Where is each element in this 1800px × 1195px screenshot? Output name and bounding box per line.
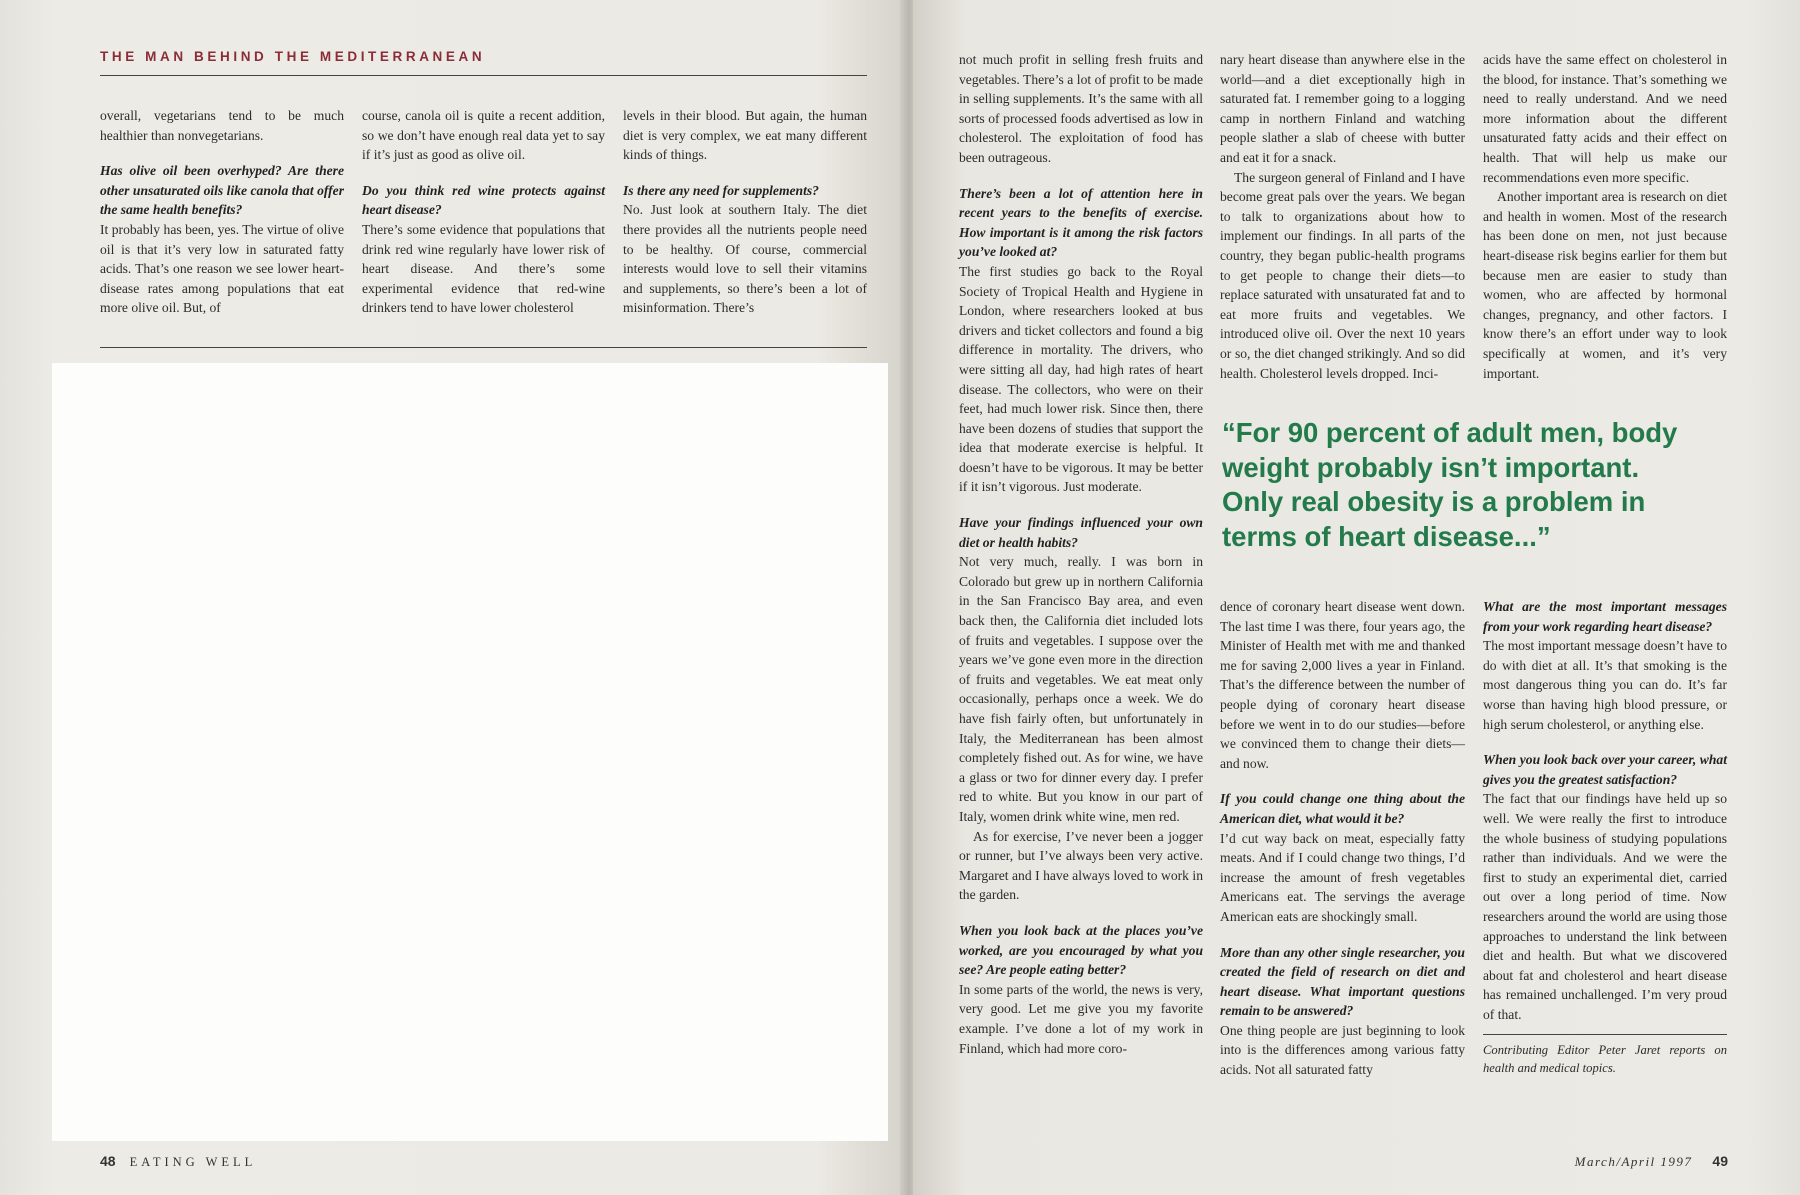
question: More than any other single researcher, you created the field of research on diet and heart disease. What important questions remain to be answered? bbox=[1220, 944, 1465, 1019]
left-column-2 bbox=[362, 106, 605, 318]
page-number-left: 48 bbox=[100, 1153, 116, 1169]
paragraph: I’d cut way back on meat, especially fatty meats. And if I could change two things, I’d increase the amount of fresh vegetables Americans eat. The servings the average American eats are shockingly small. bbox=[1220, 830, 1465, 924]
paragraph: No. Just look at southern Italy. The diet there provides all the nutrients people need to be healthy. Of course, commercial interests would love to sell their vitamins and supplements, so there’s been a lot of misinformation. There’s bbox=[623, 202, 867, 316]
right-column-1 bbox=[959, 50, 1203, 1058]
paragraph: dence of coronary heart disease went down. The last time I was there, four years ago, the Minister of Health met with me and thanked me for saving 2,000 lives a year in Finland. That’s the difference between the number of people dying of coronary heart disease before we went in to do our studies—before we convinced them to change their diets—and now. bbox=[1220, 599, 1465, 771]
paragraph: nary heart disease than anywhere else in the world—and a diet exceptionally high in saturated fat. I remember going to a logging camp in northern Finland and watching people slather a slab of cheese with butter and eat it for a snack. bbox=[1220, 52, 1465, 165]
paragraph: There’s some evidence that populations that drink red wine regularly have lower risk of heart disease. And there’s some experimental evidence that red-wine drinkers tend to have lower cholesterol bbox=[362, 221, 605, 316]
right-column-2-top bbox=[1220, 50, 1465, 383]
paragraph: acids have the same effect on cholesterol in the blood, for instance. That’s something we need to really understand. And we need more information about the different unsaturated fatty acids and their effect on health. That will help us make our recommendations even more specific. bbox=[1483, 52, 1727, 185]
question: There’s been a lot of attention here in recent years to the benefits of exercise. How important is it among the risk factors you’ve looked at? bbox=[959, 185, 1203, 260]
issue-date: March/April 1997 bbox=[1574, 1154, 1693, 1169]
question: When you look back at the places you’ve worked, are you encouraged by what you see? Are people eating better? bbox=[959, 922, 1203, 978]
paragraph: Not very much, really. I was born in Colorado but grew up in northern California in the San Francisco Bay area, and even back then, the California diet included lots of fruits and vegetables. I suppose over the years we’ve gone even more in the direction of fruits and vegetables. We eat meat only occasionally, perhaps once a week. We do have fish fairly often, but unfortunately in Italy, the Mediterranean has been almost completely fished out. As for wine, we have a glass or two for dinner every day. I prefer red to white. But you know in our part of Italy, women drink white wine, men red. bbox=[959, 554, 1203, 824]
question: If you could change one thing about the American diet, what would it be? bbox=[1220, 791, 1465, 826]
question: Is there any need for supplements? bbox=[623, 182, 819, 198]
right-column-3-bottom bbox=[1483, 597, 1727, 1077]
blank-image-area bbox=[52, 363, 888, 1141]
page-number-right: 49 bbox=[1712, 1153, 1728, 1169]
question: When you look back over your career, what gives you the greatest satisfaction? bbox=[1483, 752, 1727, 787]
magazine-name: EATING WELL bbox=[129, 1155, 257, 1169]
left-column-3 bbox=[623, 106, 867, 318]
header-rule bbox=[100, 75, 867, 76]
folio-left bbox=[100, 1153, 256, 1170]
credit-rule bbox=[1483, 1034, 1727, 1035]
right-column-3-bottom-text bbox=[1483, 597, 1727, 1024]
question: Has olive oil been overhyped? Are there other unsaturated oils like canola that offer the same health benefits? bbox=[100, 163, 344, 218]
question: Do you think red wine protects against heart disease? bbox=[362, 182, 605, 218]
right-column-3-top bbox=[1483, 50, 1727, 383]
question: Have your findings influenced your own diet or health habits? bbox=[959, 515, 1203, 550]
paragraph: It probably has been, yes. The virtue of olive oil is that it’s very low in saturated fatty acids. That’s one reason we see lower heart-disease rates among populations that eat more olive oil. But, of bbox=[100, 221, 344, 316]
running-head: THE MAN BEHIND THE MEDITERRANEAN bbox=[100, 49, 486, 64]
paragraph: levels in their blood. But again, the human diet is very complex, we eat many different kinds of things. bbox=[623, 108, 867, 163]
pull-quote: “For 90 percent of adult men, body weight probably isn’t important. Only real obesity is a problem in terms of heart disease...” bbox=[1222, 417, 1678, 552]
paragraph: The first studies go back to the Royal Society of Tropical Health and Hygiene in London, where researchers looked at bus drivers and ticket collectors and found a big difference in mortality. The drivers, who were sitting all day, had high rates of heart disease. The collectors, who were on their feet, had much lower risk. Since then, there have been dozens of studies that support the idea that moderate exercise is helpful. It doesn’t have to be vigorous. It may be better if it isn’t vigorous. Just moderate. bbox=[959, 263, 1203, 495]
question: What are the most important messages from your work regarding heart disease? bbox=[1483, 599, 1727, 634]
paragraph: overall, vegetarians tend to be much healthier than nonvegetarians. bbox=[100, 108, 344, 143]
paragraph: In some parts of the world, the news is very, very good. Let me give you my favorite example. I’ve done a lot of my work in Finland, which had more coro- bbox=[959, 981, 1203, 1056]
section-rule bbox=[100, 347, 867, 348]
paragraph: The fact that our findings have held up so well. We were really the first to introduce the whole business of studying populations rather than individuals. And we were the first to study an experimental diet, carried out over a long period of time. Now researchers around the world are using those approaches to understand the link between diet and health. But what we discovered about fat and cholesterol and heart disease has remained unchallenged. I’m very proud of that. bbox=[1483, 791, 1727, 1022]
paragraph: course, canola oil is quite a recent addition, so we don’t have enough real data yet to say if it’s just as good as olive oil. bbox=[362, 108, 605, 163]
right-column-2-bottom bbox=[1220, 597, 1465, 1080]
contributor-credit: Contributing Editor Peter Jaret reports on health and medical topics. bbox=[1483, 1043, 1727, 1076]
left-column-1 bbox=[100, 106, 344, 318]
paragraph: One thing people are just beginning to look into is the differences among various fatty acids. Not all saturated fatty bbox=[1220, 1022, 1465, 1078]
paragraph: The most important message doesn’t have to do with diet at all. It’s that smoking is the most dangerous thing you can do. It’s far worse than having high blood pressure, or high serum cholesterol, or anything else. bbox=[1483, 638, 1727, 732]
paragraph: Another important area is research on diet and health in women. Most of the research has been done on men, not just because heart-disease risk begins earlier for them but because men are easier to study than women, who are affected by hormonal changes, pregnancy, and other factors. I know there’s an effort under way to look specifically at women, and it’s very important. bbox=[1483, 189, 1727, 381]
folio-right bbox=[1575, 1153, 1728, 1170]
paragraph: not much profit in selling fresh fruits and vegetables. There’s a lot of profit to be made in selling supplements. It’s the same with all sorts of processed foods advertised as low in cholesterol. The exploitation of food has been outrageous. bbox=[959, 52, 1203, 165]
paragraph: The surgeon general of Finland and I have become great pals over the years. We began to talk to organizations about how to implement our findings. In all parts of the country, they began public-health programs to get people to change their diets—to replace saturated with unsaturated fat and to eat more fruits and vegetables. We introduced olive oil. Over the next 10 years or so, the diet changed strikingly. And so did health. Cholesterol levels dropped. Inci- bbox=[1220, 169, 1465, 381]
paragraph: As for exercise, I’ve never been a jogger or runner, but I’ve always been very active. Margaret and I have always loved to work in the garden. bbox=[959, 828, 1203, 903]
